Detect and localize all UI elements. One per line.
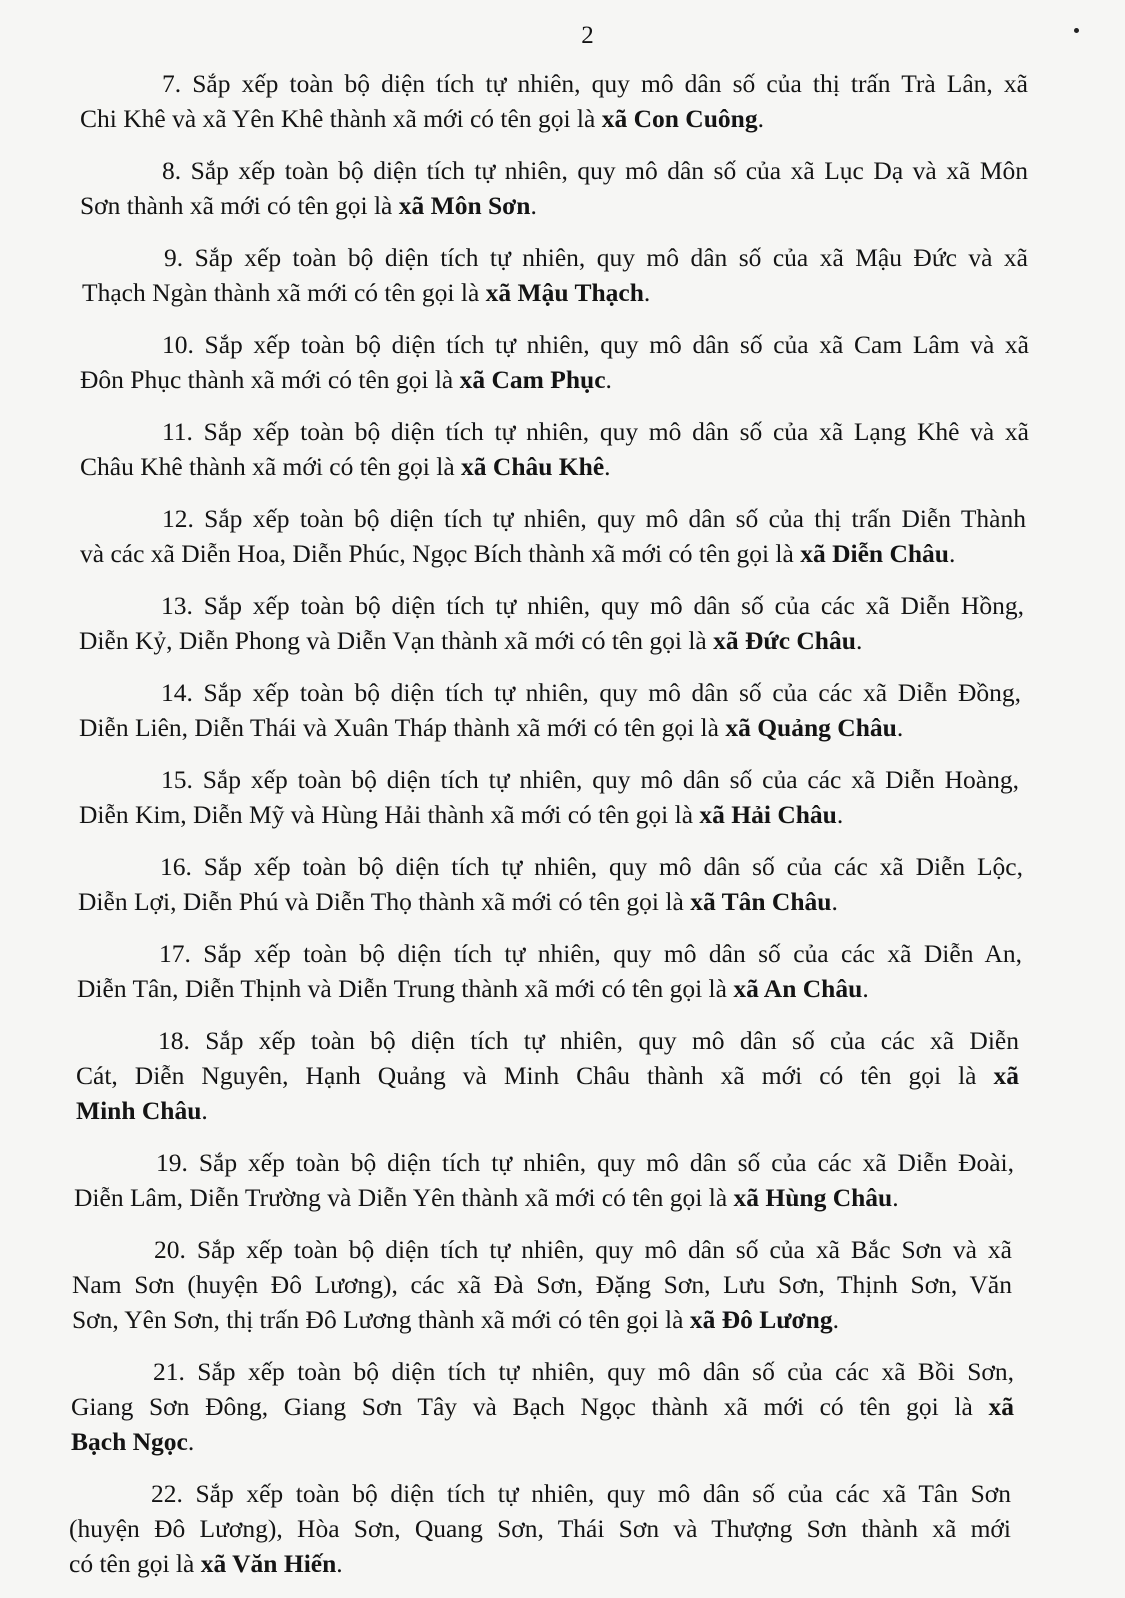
item-line bbox=[79, 588, 1024, 623]
item-line bbox=[80, 327, 1029, 362]
decision-item-16 bbox=[78, 849, 1023, 919]
commune-name-bold: xã Châu Khê bbox=[461, 452, 605, 481]
item-text: 10. Sắp xếp toàn bộ diện tích tự nhiên, quy mô dân số của xã Cam Lâm và xã bbox=[162, 330, 1029, 359]
decision-item-8 bbox=[80, 153, 1028, 223]
decision-item-10 bbox=[80, 327, 1029, 397]
item-line bbox=[72, 1232, 1012, 1267]
item-text: 17. Sắp xếp toàn bộ diện tích tự nhiên, quy mô dân số của các xã Diễn An, bbox=[159, 939, 1022, 968]
item-text: Giang Sơn Đông, Giang Sơn Tây và Bạch Ngọc thành xã mới có tên gọi là bbox=[71, 1392, 989, 1421]
item-line bbox=[74, 1180, 1014, 1215]
commune-name-bold: xã Cam Phục bbox=[459, 365, 606, 394]
decision-item-11 bbox=[80, 414, 1029, 484]
item-text: 21. Sắp xếp toàn bộ diện tích tự nhiên, quy mô dân số của các xã Bồi Sơn, bbox=[153, 1357, 1014, 1386]
commune-name-bold: xã Văn Hiến bbox=[200, 1549, 337, 1578]
item-period: . bbox=[605, 365, 612, 394]
item-line bbox=[79, 762, 1019, 797]
item-text: 14. Sắp xếp toàn bộ diện tích tự nhiên, quy mô dân số của các xã Diễn Đồng, bbox=[161, 678, 1021, 707]
item-line bbox=[69, 1511, 1011, 1546]
commune-name-bold: xã Tân Châu bbox=[690, 887, 832, 916]
item-text: 9. Sắp xếp toàn bộ diện tích tự nhiên, quy mô dân số của xã Mậu Đức và xã bbox=[164, 243, 1028, 272]
item-period: . bbox=[892, 1183, 899, 1212]
item-line bbox=[80, 188, 1028, 223]
item-text: Nam Sơn (huyện Đô Lương), các xã Đà Sơn, Đặng Sơn, Lưu Sơn, Thịnh Sơn, Văn bbox=[72, 1270, 1012, 1299]
item-line bbox=[76, 1023, 1019, 1058]
commune-name-bold: xã bbox=[993, 1061, 1019, 1090]
item-text: 11. Sắp xếp toàn bộ diện tích tự nhiên, quy mô dân số của xã Lạng Khê và xã bbox=[162, 417, 1029, 446]
commune-name-bold: xã bbox=[988, 1392, 1014, 1421]
item-period: . bbox=[862, 974, 869, 1003]
item-text: 18. Sắp xếp toàn bộ diện tích tự nhiên, quy mô dân số của các xã Diễn bbox=[158, 1026, 1019, 1055]
item-line bbox=[72, 1267, 1012, 1302]
commune-name-bold: xã Con Cuông bbox=[601, 104, 758, 133]
commune-name-bold: Minh Châu bbox=[76, 1096, 202, 1125]
item-text: Diễn Lâm, Diễn Trường và Diễn Yên thành xã mới có tên gọi là bbox=[74, 1183, 734, 1212]
item-text: 8. Sắp xếp toàn bộ diện tích tự nhiên, quy mô dân số của xã Lục Dạ và xã Môn bbox=[162, 156, 1028, 185]
item-period: . bbox=[831, 887, 838, 916]
item-period: . bbox=[832, 1305, 839, 1334]
item-period: . bbox=[336, 1549, 343, 1578]
commune-name-bold: xã Môn Sơn bbox=[398, 191, 531, 220]
item-line bbox=[77, 936, 1022, 971]
item-line bbox=[78, 849, 1023, 884]
item-period: . bbox=[948, 539, 956, 568]
commune-name-bold: xã An Châu bbox=[733, 974, 863, 1003]
commune-name-bold: xã Mậu Thạch bbox=[485, 278, 644, 307]
item-text: 12. Sắp xếp toàn bộ diện tích tự nhiên, quy mô dân số của thị trấn Diễn Thành bbox=[162, 504, 1026, 533]
item-text: 15. Sắp xếp toàn bộ diện tích tự nhiên, quy mô dân số của các xã Diễn Hoàng, bbox=[161, 765, 1019, 794]
item-line bbox=[79, 710, 1021, 745]
item-line bbox=[80, 153, 1028, 188]
decision-item-18 bbox=[76, 1023, 1019, 1128]
decision-item-12 bbox=[80, 501, 1026, 571]
item-line bbox=[82, 240, 1028, 275]
scan-speck bbox=[1074, 28, 1079, 33]
item-text: có tên gọi là bbox=[69, 1549, 201, 1578]
item-text: 7. Sắp xếp toàn bộ diện tích tự nhiên, quy mô dân số của thị trấn Trà Lân, xã bbox=[162, 69, 1028, 98]
decision-item-14 bbox=[79, 675, 1021, 745]
item-period: . bbox=[604, 452, 611, 481]
item-period: . bbox=[530, 191, 537, 220]
commune-name-bold: xã Đô Lương bbox=[689, 1305, 833, 1334]
item-text: 20. Sắp xếp toàn bộ diện tích tự nhiên, quy mô dân số của xã Bắc Sơn và xã bbox=[154, 1235, 1012, 1264]
item-text: Diễn Kim, Diễn Mỹ và Hùng Hải thành xã mới có tên gọi là bbox=[79, 800, 700, 829]
item-text: và các xã Diễn Hoa, Diễn Phúc, Ngọc Bích thành xã mới có tên gọi là bbox=[80, 539, 801, 568]
item-line bbox=[80, 362, 1029, 397]
item-text: Thạch Ngàn thành xã mới có tên gọi là bbox=[82, 278, 486, 307]
item-line bbox=[79, 797, 1019, 832]
item-text: Diễn Tân, Diễn Thịnh và Diễn Trung thành xã mới có tên gọi là bbox=[77, 974, 734, 1003]
item-text: 13. Sắp xếp toàn bộ diện tích tự nhiên, quy mô dân số của các xã Diễn Hồng, bbox=[161, 591, 1024, 620]
decision-item-20 bbox=[72, 1232, 1012, 1337]
item-line bbox=[69, 1476, 1011, 1511]
item-period: . bbox=[896, 713, 904, 742]
decision-item-7 bbox=[80, 66, 1028, 136]
item-line bbox=[76, 1058, 1019, 1093]
commune-name-bold: Bạch Ngọc bbox=[71, 1427, 188, 1456]
commune-name-bold: xã Hùng Châu bbox=[733, 1183, 893, 1212]
item-line bbox=[80, 101, 1028, 136]
commune-name-bold: xã Quảng Châu bbox=[725, 713, 897, 742]
item-line bbox=[74, 1145, 1014, 1180]
item-text: Diễn Liên, Diễn Thái và Xuân Tháp thành xã mới có tên gọi là bbox=[79, 713, 726, 742]
item-line bbox=[78, 884, 1023, 919]
decision-item-15 bbox=[79, 762, 1019, 832]
item-period: . bbox=[187, 1427, 195, 1456]
item-text: Sơn, Yên Sơn, thị trấn Đô Lương thành xã mới có tên gọi là bbox=[72, 1305, 690, 1334]
item-text: Châu Khê thành xã mới có tên gọi là bbox=[80, 452, 462, 481]
item-period: . bbox=[855, 626, 863, 655]
item-line bbox=[79, 623, 1024, 658]
item-text: Đôn Phục thành xã mới có tên gọi là bbox=[80, 365, 460, 394]
item-period: . bbox=[836, 800, 844, 829]
commune-name-bold: xã Đức Châu bbox=[713, 626, 856, 655]
decision-item-19 bbox=[74, 1145, 1014, 1215]
commune-name-bold: xã Hải Châu bbox=[699, 800, 837, 829]
item-line bbox=[79, 675, 1021, 710]
item-text: Diễn Lợi, Diễn Phú và Diễn Thọ thành xã mới có tên gọi là bbox=[78, 887, 691, 916]
item-line bbox=[82, 275, 1028, 310]
item-line bbox=[80, 449, 1029, 484]
item-line bbox=[71, 1354, 1014, 1389]
item-text: Chi Khê và xã Yên Khê thành xã mới có tên gọi là bbox=[80, 104, 602, 133]
item-line bbox=[71, 1389, 1014, 1424]
decision-item-13 bbox=[79, 588, 1024, 658]
item-text: Cát, Diễn Nguyên, Hạnh Quảng và Minh Châu thành xã mới có tên gọi là bbox=[76, 1061, 994, 1090]
item-line bbox=[80, 414, 1029, 449]
item-period: . bbox=[757, 104, 764, 133]
item-text: 22. Sắp xếp toàn bộ diện tích tự nhiên, quy mô dân số của các xã Tân Sơn bbox=[151, 1479, 1011, 1508]
page-number: 2 bbox=[581, 22, 594, 49]
item-line bbox=[69, 1546, 1011, 1581]
decision-item-21 bbox=[71, 1354, 1014, 1459]
commune-name-bold: xã Diễn Châu bbox=[800, 539, 949, 568]
item-text: 16. Sắp xếp toàn bộ diện tích tự nhiên, quy mô dân số của các xã Diễn Lộc, bbox=[160, 852, 1023, 881]
item-text: Sơn thành xã mới có tên gọi là bbox=[80, 191, 399, 220]
item-line bbox=[71, 1424, 1014, 1459]
document-body bbox=[0, 66, 1125, 1598]
item-period: . bbox=[201, 1096, 208, 1125]
item-line bbox=[76, 1093, 1019, 1128]
item-line bbox=[80, 536, 1026, 571]
decision-item-17 bbox=[77, 936, 1022, 1006]
decision-item-9 bbox=[82, 240, 1028, 310]
decision-item-22 bbox=[69, 1476, 1011, 1581]
item-text: (huyện Đô Lương), Hòa Sơn, Quang Sơn, Thái Sơn và Thượng Sơn thành xã mới bbox=[69, 1514, 1011, 1543]
item-line bbox=[80, 501, 1026, 536]
item-text: 19. Sắp xếp toàn bộ diện tích tự nhiên, quy mô dân số của các xã Diễn Đoài, bbox=[156, 1148, 1014, 1177]
item-line bbox=[72, 1302, 1012, 1337]
item-line bbox=[80, 66, 1028, 101]
item-line bbox=[77, 971, 1022, 1006]
item-text: Diễn Kỷ, Diễn Phong và Diễn Vạn thành xã mới có tên gọi là bbox=[79, 626, 714, 655]
item-period: . bbox=[643, 278, 651, 307]
